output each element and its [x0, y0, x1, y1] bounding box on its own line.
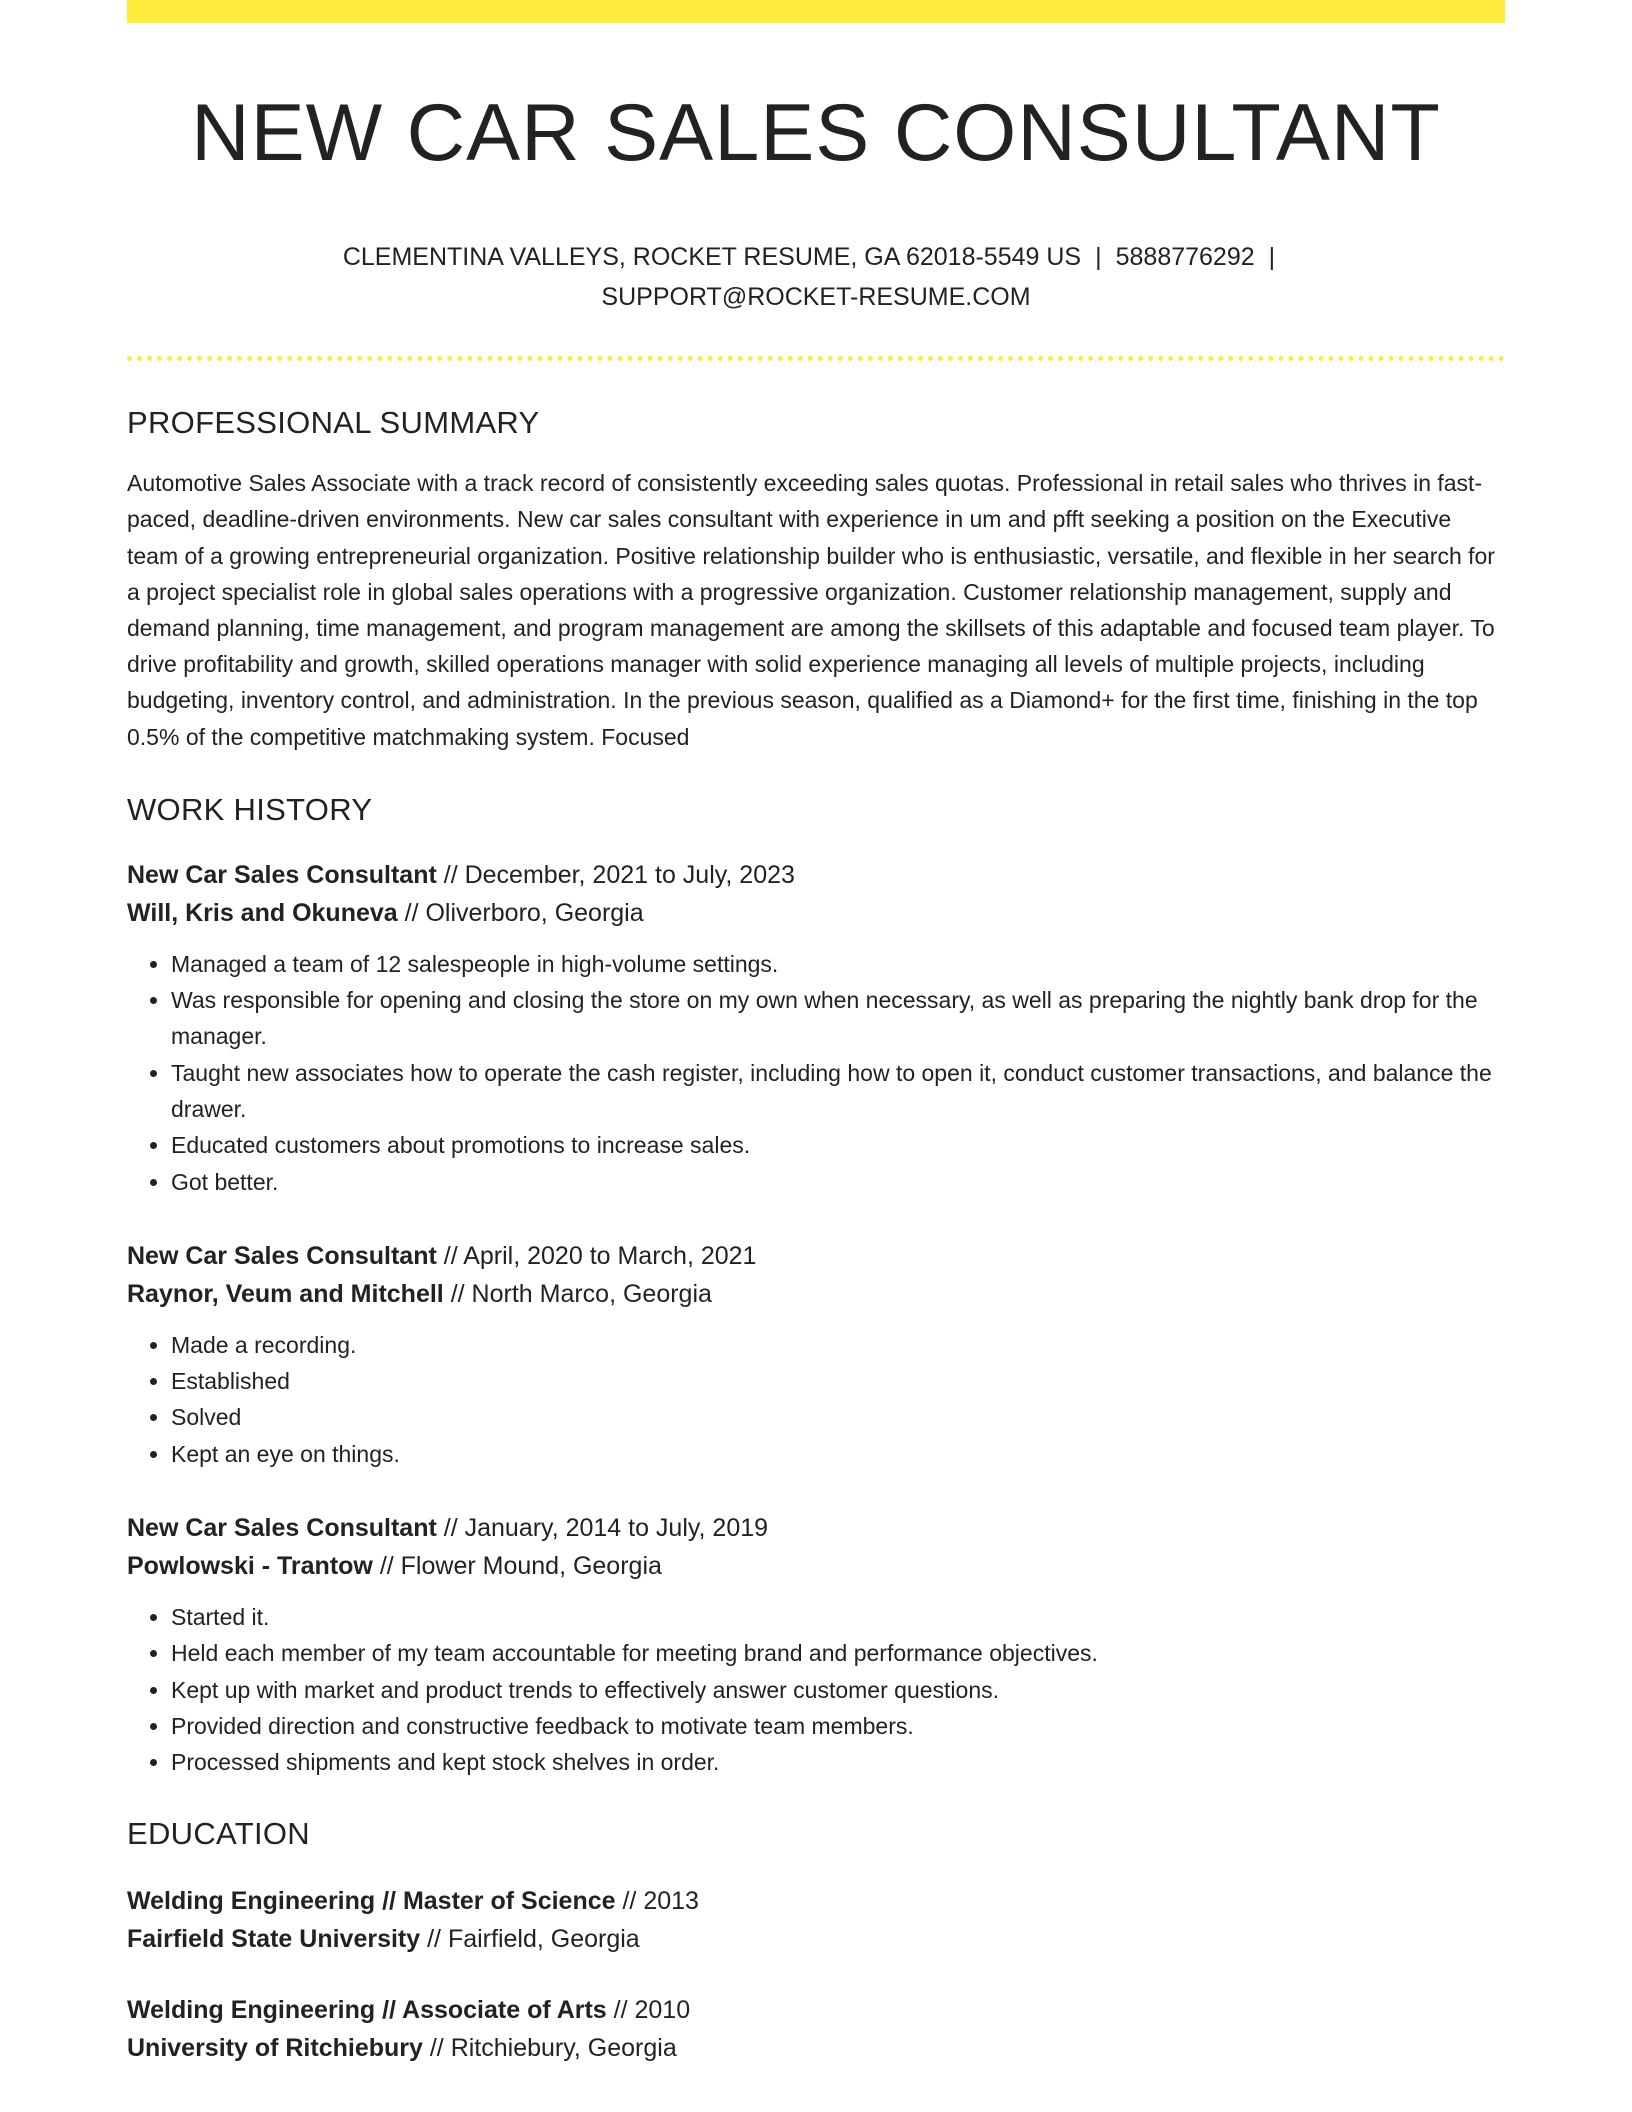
job-role-line	[127, 1509, 1505, 1547]
job-entry	[127, 1509, 1505, 1780]
summary-heading: PROFESSIONAL SUMMARY	[127, 405, 540, 441]
education-degree-line	[127, 1991, 1505, 2029]
job-bullet: • Solved	[171, 1399, 1505, 1435]
summary-text: Automotive Sales Associate with a track record of consistently exceeding sales quotas. Professional in retail sales who thrives in fast-paced, deadline-driven environments. New car sales consultant with experience in um and pfft seeking a position on the Executive team of a growing entrepreneurial organization. Positive relationship builder who is enthusiastic, versatile, and flexible in her search for a project specialist role in global sales operations with a progressive organization. Customer relationship management, supply and demand planning, time management, and program management are among the skillsets of this adaptable and focused team player. To drive profitability and growth, skilled operations manager with solid experience managing all levels of multiple projects, including budgeting, inventory control, and administration. In the previous season, qualified as a Diamond+ for the first time, finishing in the top 0.5% of the competitive matchmaking system. Focused	[127, 470, 1495, 750]
job-company: Powlowski - Trantow	[127, 1552, 373, 1581]
education-school: University of Ritchiebury	[127, 2033, 423, 2062]
work-history-heading: WORK HISTORY	[127, 791, 373, 827]
job-bullets	[127, 1599, 1505, 1780]
resume-title: NEW CAR SALES CONSULTANT	[191, 88, 1441, 178]
job-bullet: • Kept up with market and product trends to effectively answer customer questions.	[171, 1672, 1505, 1708]
job-role: New Car Sales Consultant	[127, 860, 437, 889]
contact-info	[316, 237, 1316, 317]
job-role-line	[127, 1237, 1505, 1275]
job-bullet: • Processed shipments and kept stock shelves in order.	[171, 1744, 1505, 1780]
job-dates: // December, 2021 to July, 2023	[443, 860, 795, 889]
education-location: // Ritchiebury, Georgia	[429, 2033, 677, 2062]
job-bullet: • Managed a team of 12 salespeople in high-volume settings.	[171, 946, 1505, 982]
education-location: // Fairfield, Georgia	[427, 1924, 640, 1953]
job-bullet: • Made a recording.	[171, 1327, 1505, 1363]
job-bullet: • Educated customers about promotions to increase sales.	[171, 1127, 1505, 1163]
job-entry	[127, 856, 1505, 1200]
job-dates: // January, 2014 to July, 2019	[443, 1514, 769, 1543]
contact-email: SUPPORT@ROCKET-RESUME.COM	[601, 283, 1031, 312]
job-role-line	[127, 856, 1505, 894]
education-school-line	[127, 1920, 1505, 1958]
job-entry	[127, 1237, 1505, 1472]
education-school: Fairfield State University	[127, 1924, 421, 1953]
education-degree: Welding Engineering // Associate of Arts	[127, 1995, 607, 2024]
job-bullet: • Taught new associates how to operate the cash register, including how to open it, conduct customer transactions, and balance the drawer.	[171, 1055, 1505, 1128]
job-company: Will, Kris and Okuneva	[127, 898, 398, 927]
job-location: // North Marco, Georgia	[450, 1279, 712, 1308]
job-bullet: • Established	[171, 1363, 1505, 1399]
job-role: New Car Sales Consultant	[127, 1514, 437, 1543]
job-bullet: • Kept an eye on things.	[171, 1436, 1505, 1472]
job-bullet: • Held each member of my team accountable for meeting brand and performance objectives.	[171, 1635, 1505, 1671]
contact-phone: 5888776292	[1115, 243, 1255, 272]
job-role: New Car Sales Consultant	[127, 1241, 437, 1270]
education-degree: Welding Engineering // Master of Science	[127, 1886, 616, 1915]
contact-separator: |	[1268, 243, 1276, 272]
job-bullets	[127, 946, 1505, 1200]
job-bullet: • Got better.	[171, 1164, 1505, 1200]
job-bullet: • Started it.	[171, 1599, 1505, 1635]
contact-separator: |	[1095, 243, 1102, 272]
job-company-line	[127, 894, 1505, 932]
job-company-line	[127, 1547, 1505, 1585]
resume-page	[127, 0, 1505, 2067]
education-degree-line	[127, 1882, 1505, 1920]
job-company: Raynor, Veum and Mitchell	[127, 1279, 444, 1308]
education-entry	[127, 1991, 1505, 2067]
job-dates: // April, 2020 to March, 2021	[443, 1241, 757, 1270]
education-year: // 2010	[613, 1995, 691, 2024]
header-divider	[127, 356, 1505, 361]
education-school-line	[127, 2029, 1505, 2067]
job-location: // Flower Mound, Georgia	[379, 1552, 662, 1581]
contact-address: CLEMENTINA VALLEYS, ROCKET RESUME, GA 62018-5549 US	[342, 243, 1082, 272]
education-year: // 2013	[622, 1886, 699, 1915]
education-entry	[127, 1882, 1505, 1958]
job-bullet: • Provided direction and constructive feedback to motivate team members.	[171, 1708, 1505, 1744]
job-bullets	[127, 1327, 1505, 1472]
job-location: // Oliverboro, Georgia	[404, 898, 644, 927]
education-heading: EDUCATION	[127, 1815, 310, 1851]
top-accent-bar	[127, 0, 1505, 23]
job-company-line	[127, 1275, 1505, 1313]
job-bullet: • Was responsible for opening and closing the store on my own when necessary, as well as preparing the nightly bank drop for the manager.	[171, 982, 1505, 1055]
